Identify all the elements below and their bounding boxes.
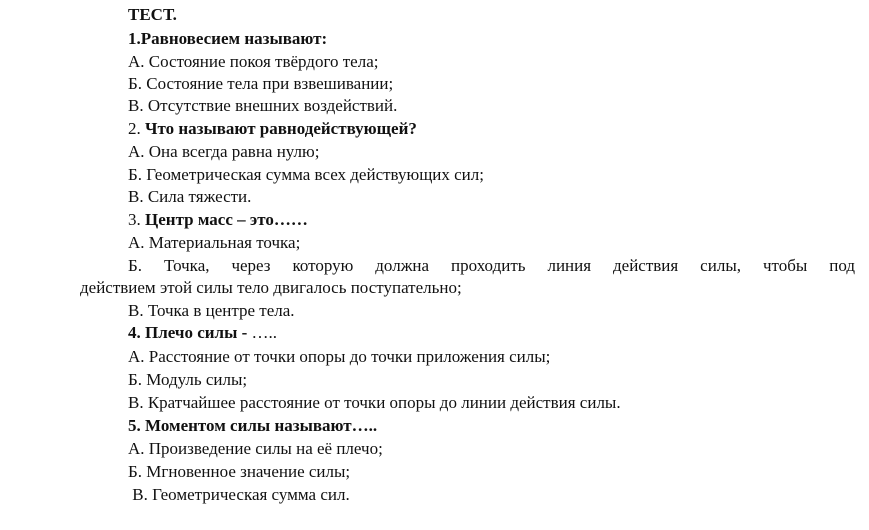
question-2 <box>128 118 417 140</box>
question-1-option-a: А. Состояние покоя твёрдого тела; <box>128 52 379 71</box>
question-1-number: 1. <box>128 29 141 48</box>
question-5-number: 5. <box>128 416 145 435</box>
question-1-option-c: В. Отсутствие внешних воздействий. <box>128 96 398 115</box>
question-1-prompt: Равновесием называют: <box>140 29 328 48</box>
question-3-prompt: Центр масс – это…… <box>145 210 308 229</box>
question-4-number: 4. <box>128 323 145 342</box>
question-1 <box>128 28 327 50</box>
question-3 <box>128 209 308 231</box>
question-5-prompt: Моментом силы называют….. <box>145 416 378 435</box>
question-2-number: 2. <box>128 119 145 138</box>
question-4 <box>128 322 277 344</box>
question-4-option-b: Б. Модуль силы; <box>128 370 248 389</box>
question-3-option-c: В. Точка в центре тела. <box>128 301 295 320</box>
question-2-prompt: Что называют равнодействующей? <box>145 119 417 138</box>
question-2-option-c: В. Сила тяжести. <box>128 187 252 206</box>
question-5-option-c: В. Геометрическая сумма сил. <box>128 485 350 504</box>
test-title: ТЕСТ. <box>128 5 177 24</box>
question-4-prompt: Плечо силы - <box>145 323 252 342</box>
question-2-option-a: А. Она всегда равна нулю; <box>128 142 320 161</box>
question-3-option-b: Б. Точка, через которую должна проходить линия действия силы, чтобы под <box>128 256 855 275</box>
question-1-option-b: Б. Состояние тела при взвешивании; <box>128 74 394 93</box>
question-3-option-b-continued: действием этой силы тело двигалось поступательно; <box>80 278 462 297</box>
question-4-suffix: ….. <box>251 323 278 342</box>
question-2-option-b: Б. Геометрическая сумма всех действующих сил; <box>128 165 484 184</box>
question-5-option-a: А. Произведение силы на её плечо; <box>128 439 383 458</box>
question-3-option-a: А. Материальная точка; <box>128 233 301 252</box>
question-4-option-a: А. Расстояние от точки опоры до точки приложения силы; <box>128 347 551 366</box>
question-3-number: 3. <box>128 210 145 229</box>
question-5 <box>128 415 377 437</box>
question-4-option-c: В. Кратчайшее расстояние от точки опоры до линии действия силы. <box>128 393 621 412</box>
question-5-option-b: Б. Мгновенное значение силы; <box>128 462 351 481</box>
